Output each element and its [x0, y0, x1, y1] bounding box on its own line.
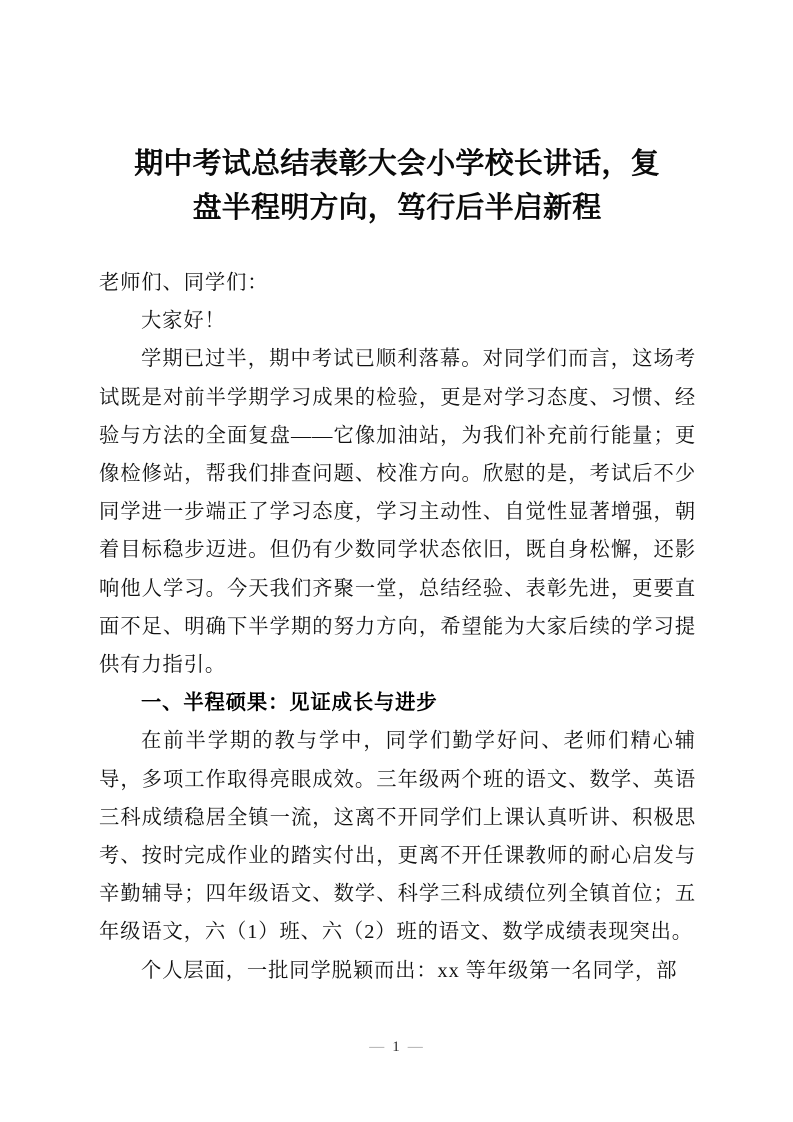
document-body: [99, 264, 696, 990]
title-line-1: 期中考试总结表彰大会小学校长讲话，复: [134, 148, 660, 180]
greeting-line: 大家好！: [141, 310, 226, 333]
section-1-paragraph-1: 在前半学期的教与学中，同学们勤学好问、老师们精心辅导，多项工作取得亮眼成效。三年级两个班的语文、数学、英语三科成绩稳居全镇一流，这离不开同学们上课认真听讲、积极思考、按时完成作业的踏实付出，更离不开任课教师的耐心启发与辛勤辅导；四年级语文、数学、科学三科成绩位列全镇首位；五年级语文，六（1）班、六（2）班的语文、数学成绩表现突出。: [99, 730, 696, 944]
footer-dash-right: —: [407, 1039, 424, 1055]
page-footer: [0, 1036, 793, 1058]
title-line-2: 盘半程明方向，笃行后半启新程: [192, 192, 602, 224]
document-title: [99, 142, 695, 230]
section-heading-1: 一、半程硕果：见证成长与进步: [141, 692, 438, 715]
salutation-line: 老师们、同学们：: [99, 272, 269, 294]
intro-paragraph: 学期已过半，期中考试已顺利落幕。对同学们而言，这场考试既是对前半学期学习成果的检验，更是对学习态度、习惯、经验与方法的全面复盘——它像加油站，为我们补充前行能量；更像检修站，帮我们排查问题、校准方向。欣慰的是，考试后不少同学进一步端正了学习态度，学习主动性、自觉性显著增强，朝着目标稳步迈进。但仍有少数同学状态依旧，既自身松懈，还影响他人学习。今天我们齐聚一堂，总结经验、表彰先进，更要直面不足、明确下半学期的努力方向，希望能为大家后续的学习提供有力指引。: [99, 348, 696, 677]
footer-dash-left: —: [369, 1039, 386, 1055]
section-1-paragraph-2: 个人层面，一批同学脱颖而出：xx 等年级第一名同学，部: [141, 959, 678, 982]
page-number: 1: [392, 1039, 401, 1055]
